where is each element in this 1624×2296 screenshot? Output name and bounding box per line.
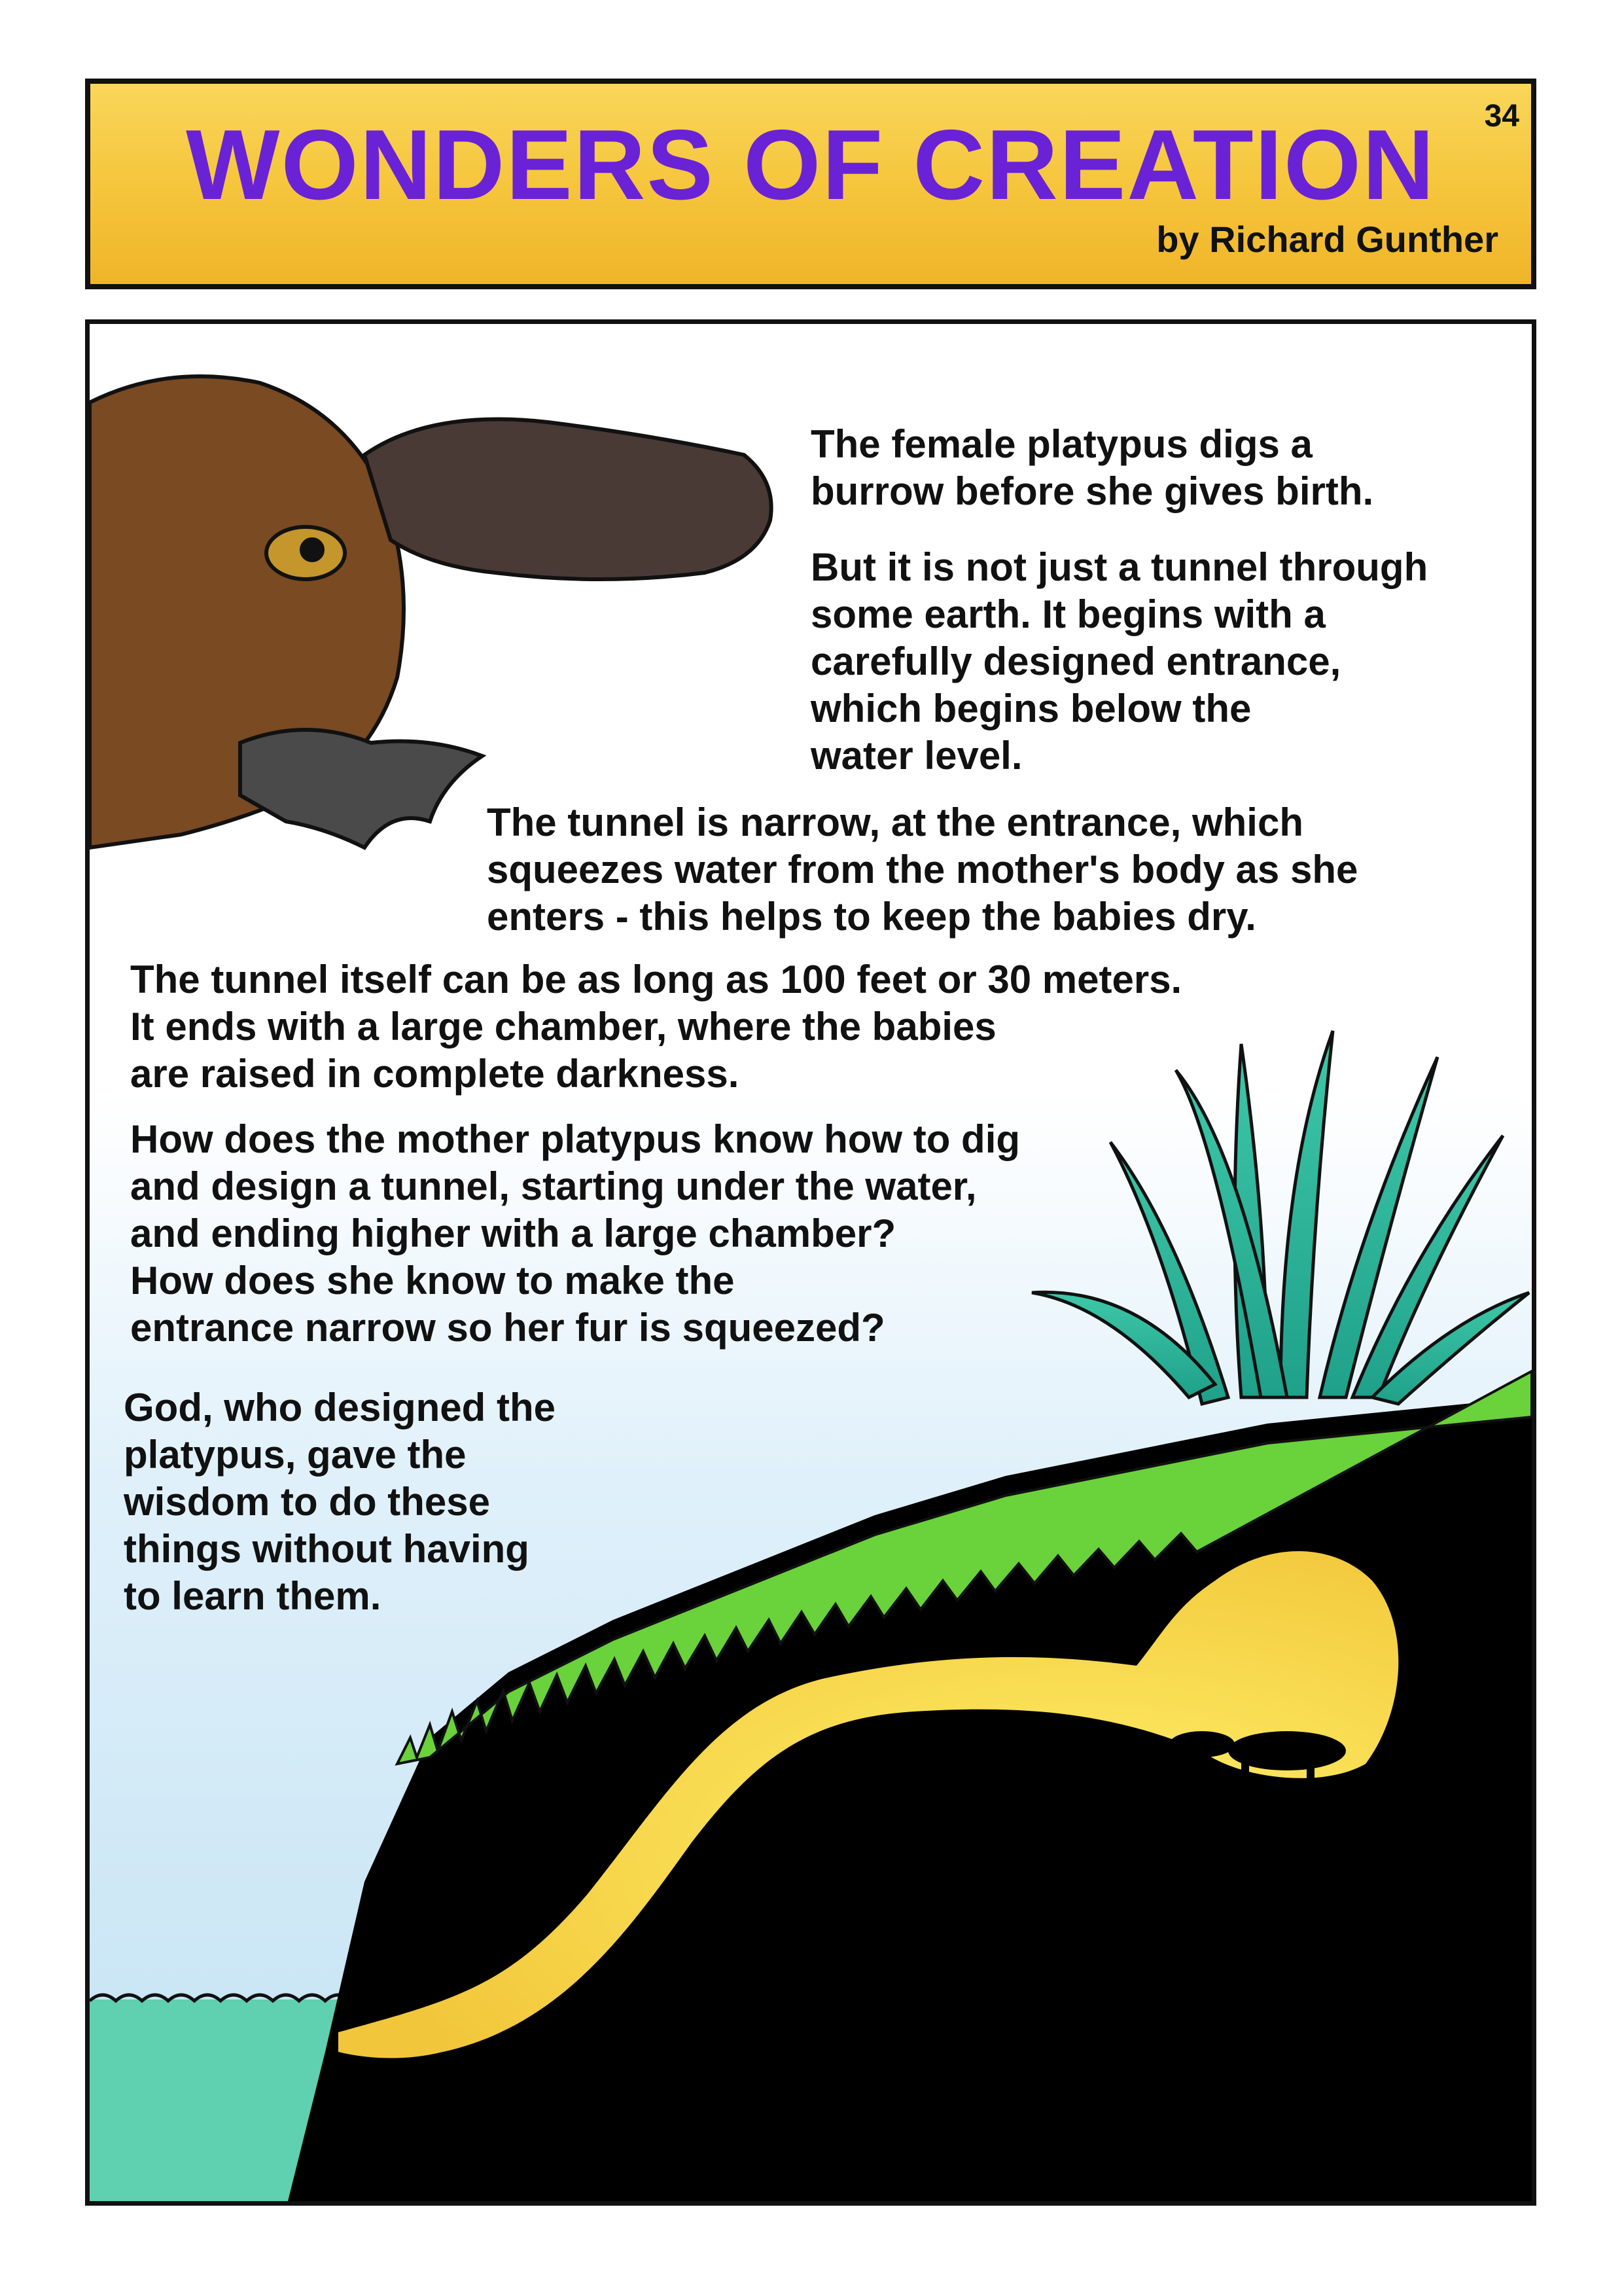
text-line: squeezes water from the mother's body as she <box>487 848 1358 891</box>
text-line: which begins below the <box>811 687 1252 730</box>
platypus-illustration <box>90 376 771 848</box>
text-line: water level. <box>811 734 1023 778</box>
page-number: 34 <box>1484 99 1519 134</box>
text-line: entrance narrow so her fur is squeezed? <box>130 1306 885 1350</box>
text-line: and design a tunnel, starting under the water, <box>130 1164 977 1208</box>
text-line: wisdom to do these <box>124 1480 491 1524</box>
text-line: How does she know to make the <box>130 1259 735 1302</box>
text-line: some earth. It begins with a <box>811 592 1326 636</box>
paragraph-1 <box>811 421 1373 515</box>
paragraph-5 <box>130 1116 1020 1352</box>
text-line: The tunnel is narrow, at the entrance, which <box>487 800 1303 844</box>
illustration-panel <box>85 319 1536 2206</box>
text-line: It ends with a large chamber, where the babies <box>130 1005 997 1049</box>
text-line: and ending higher with a large chamber? <box>130 1211 896 1255</box>
header-banner <box>85 79 1536 289</box>
page-title: WONDERS OF CREATION <box>186 109 1436 221</box>
platypus-bill <box>364 420 771 579</box>
platypus-foot <box>240 730 482 848</box>
paragraph-2 <box>811 544 1428 780</box>
text-line: things without having <box>124 1527 529 1571</box>
text-line: How does the mother platypus know how to dig <box>130 1117 1021 1161</box>
text-line: platypus, gave the <box>124 1433 467 1477</box>
paragraph-4 <box>130 956 1182 1098</box>
text-line: carefully designed entrance, <box>811 639 1341 683</box>
text-line: But it is not just a tunnel through <box>811 545 1428 589</box>
paragraph-6 <box>124 1384 556 1620</box>
text-line: are raised in complete darkness. <box>130 1052 739 1096</box>
text-line: to learn them. <box>124 1574 381 1618</box>
paragraph-3 <box>487 799 1358 941</box>
text-line: God, who designed the <box>124 1386 556 1429</box>
text-line: burrow before she gives birth. <box>811 469 1374 513</box>
text-line: The female platypus digs a <box>811 422 1313 466</box>
text-line: The tunnel itself can be as long as 100 feet or 30 meters. <box>130 958 1182 1001</box>
author-byline: by Richard Gunther <box>1156 219 1498 260</box>
text-line: enters - this helps to keep the babies dry. <box>487 895 1256 939</box>
